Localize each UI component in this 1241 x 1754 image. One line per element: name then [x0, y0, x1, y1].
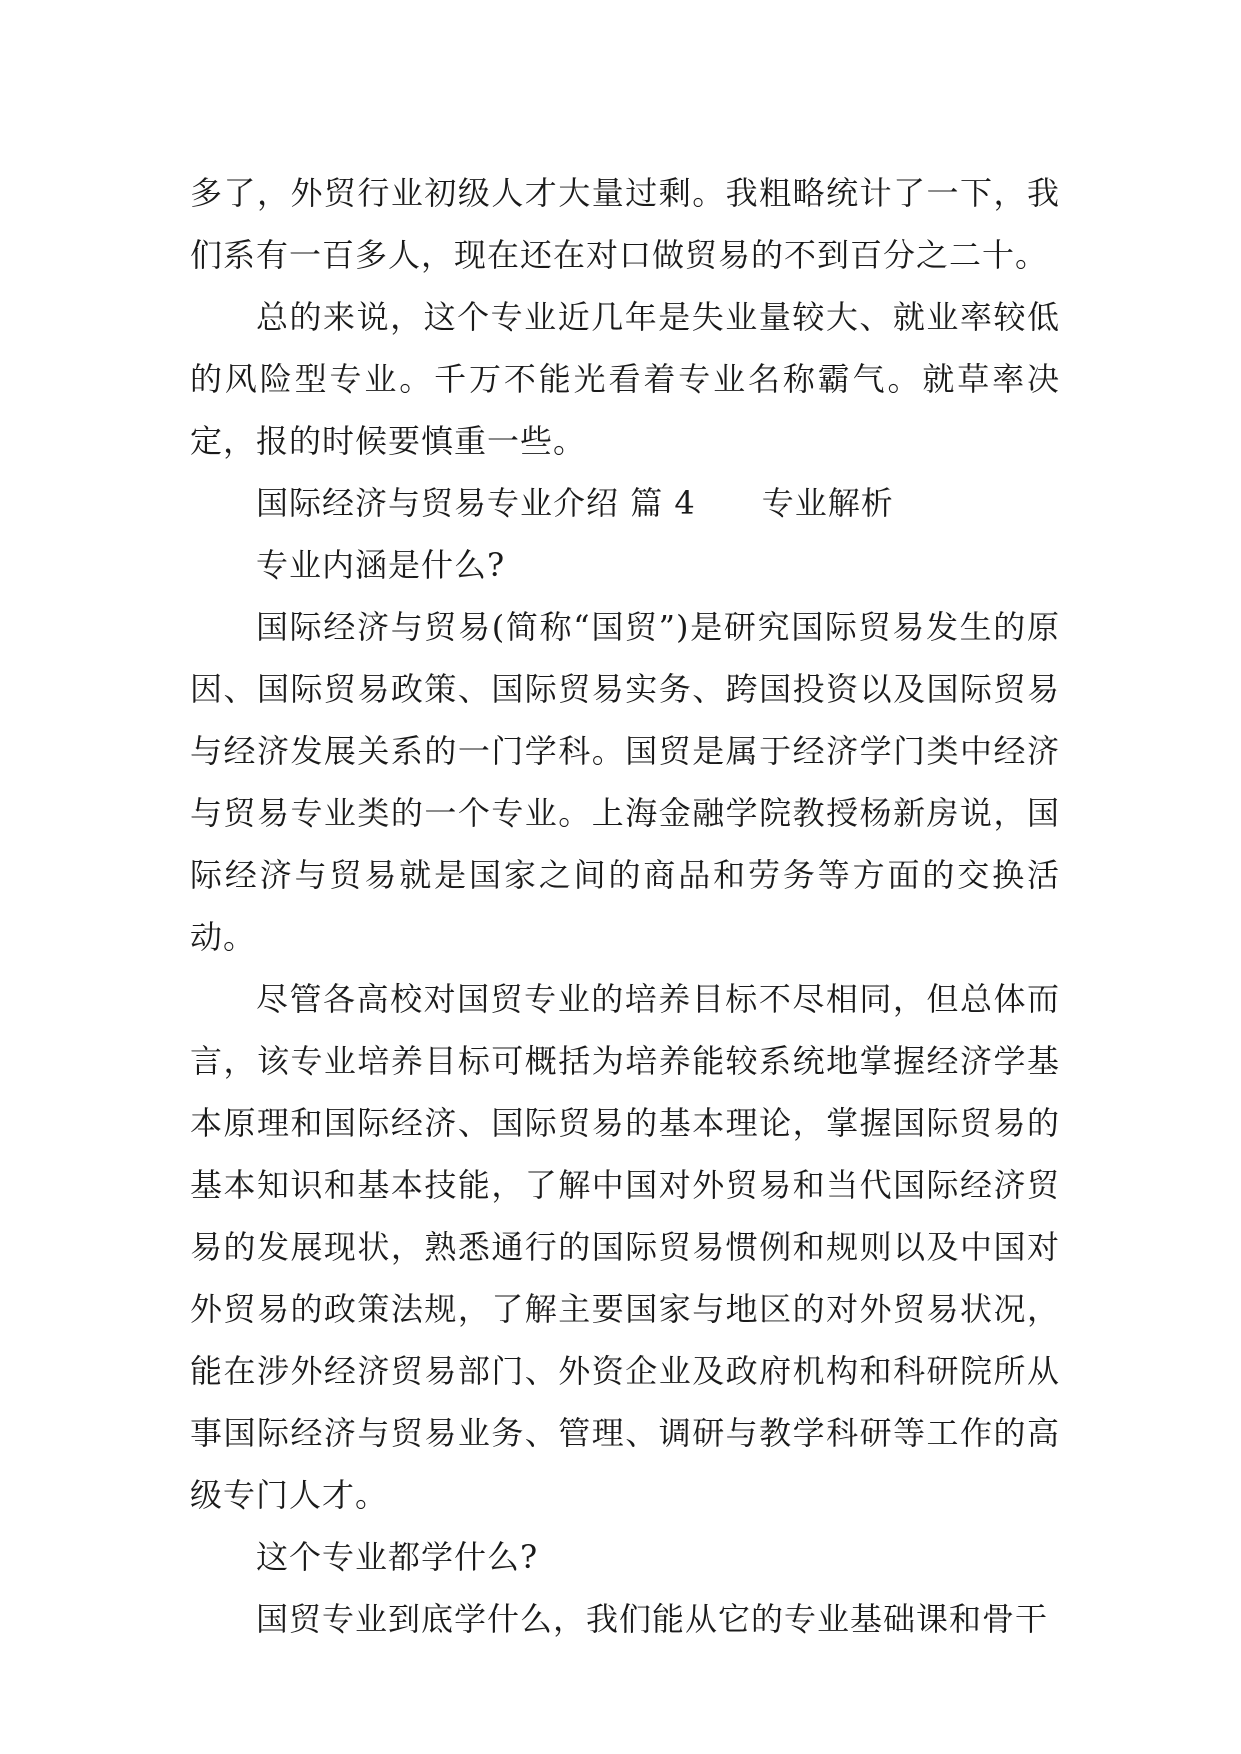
section-heading-title: 国际经济与贸易专业介绍: [256, 484, 620, 522]
section-heading: [190, 472, 1060, 534]
question-heading-1: 专业内涵是什么?: [256, 546, 506, 584]
document-body: [190, 162, 1060, 1650]
paragraph-curriculum: 国贸专业到底学什么，我们能从它的专业基础课和骨干: [256, 1600, 1049, 1638]
section-heading-subtitle: 专业解析: [761, 484, 894, 522]
section-heading-part: 篇 4: [630, 484, 696, 522]
paragraph-goals: 尽管各高校对国贸专业的培养目标不尽相同，但总体而言，该专业培养目标可概括为培养能较系统地掌握经济学基本原理和国际经济、国际贸易的基本理论，掌握国际贸易的基本知识和基本技能，了解中国对外贸易和当代国际经济贸易的发展现状，熟悉通行的国际贸易惯例和规则以及中国对外贸易的政策法规，了解主要国家与地区的对外贸易状况，能在涉外经济贸易部门、外资企业及政府机构和科研院所从事国际经济与贸易业务、管理、调研与教学科研等工作的高级专门人才。: [190, 980, 1060, 1514]
question-heading-2: 这个专业都学什么?: [256, 1538, 539, 1576]
paragraph-definition: 国际经济与贸易(简称“国贸”)是研究国际贸易发生的原因、国际贸易政策、国际贸易实务、跨国投资以及国际贸易与经济发展关系的一门学科。国贸是属于经济学门类中经济与贸易专业类的一个专业。上海金融学院教授杨新房说，国际经济与贸易就是国家之间的商品和劳务等方面的交换活动。: [190, 608, 1060, 956]
paragraph-summary: 总的来说，这个专业近几年是失业量较大、就业率较低的风险型专业。千万不能光看着专业名称霸气。就草率决定，报的时候要慎重一些。: [190, 298, 1060, 460]
paragraph-continuation: 多了，外贸行业初级人才大量过剩。我粗略统计了一下，我们系有一百多人，现在还在对口做贸易的不到百分之二十。: [190, 174, 1060, 274]
